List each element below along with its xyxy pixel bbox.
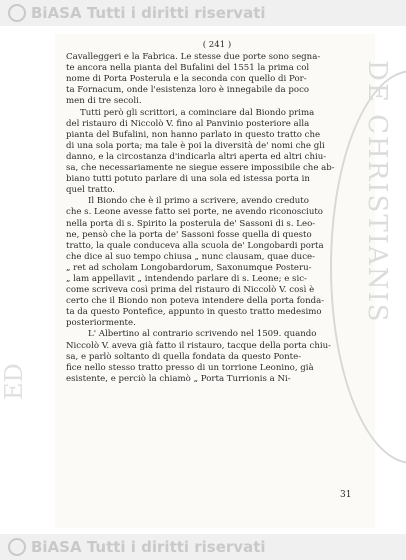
- text-line: Tutti però gli scrittori, a cominciare dal Biondo prima: [80, 107, 315, 118]
- text-line: Il Biondo che è il primo a scrivere, avendo creduto: [88, 196, 309, 207]
- text-line: di una sola porta; ma tale è poi la diversità de' nomi che gli: [66, 140, 325, 151]
- text-line: fice nello stesso tratto presso di un torrione Leonino, già: [66, 362, 314, 373]
- text-line: posteriormente.: [66, 318, 136, 329]
- seal-text-right: DE CHRISTIANIS: [362, 60, 392, 324]
- text-line: L' Albertino al contrario scrivendo nel 1509. quando: [88, 329, 317, 340]
- text-line: sa, e parlò soltanto di quella fondata da questo Ponte-: [66, 351, 302, 362]
- text-line: Niccolò V. aveva già fatto il ristauro, tacque della porta chiu-: [66, 340, 332, 351]
- document-body: [66, 40, 368, 385]
- copyright-icon: [8, 4, 26, 22]
- text-line: del ristauro di Niccolò V. fino al Panvinio posteriore alla: [66, 118, 310, 129]
- watermark-text: BiASA Tutti i diritti riservati: [31, 538, 266, 556]
- text-line: Cavalleggeri e la Fabrica. Le stesse due porte sono segna-: [66, 52, 321, 63]
- text-line: ta Fornacum, onde l'esistenza loro è innegabile da poco: [66, 85, 310, 96]
- page-number: ( 241 ): [202, 40, 232, 50]
- watermark-banner-bottom: [0, 534, 406, 560]
- text-line: nella porta di s. Spirito la posterula de' Sassoni di s. Leo-: [66, 218, 316, 229]
- text-line: certo che il Biondo non poteva intendere della porta fonda-: [66, 296, 325, 307]
- seal-text-left: ED: [0, 363, 28, 400]
- text-line: sa, che necessariamente ne siegue essere impossibile che ab-: [66, 163, 335, 174]
- text-line: tratto, la quale conduceva alla scuola de' Longobardi porta: [66, 240, 324, 251]
- text-line: „ ret ad scholam Longobardorum, Saxonumque Posteru-: [66, 262, 312, 273]
- text-line: ta da questo Pontefice, appunto in questo tratto medesimo: [66, 307, 322, 318]
- text-line: esistente, e perciò la chiamò „ Porta Turrionis a Ni-: [66, 373, 291, 384]
- text-line: biano tutti potuto parlare di una sola ed istessa porta in: [66, 174, 310, 185]
- text-line: te ancora nella pianta del Bufalini del 1551 la prima col: [66, 63, 310, 74]
- watermark-banner-top: [0, 0, 406, 26]
- text-line: che s. Leone avesse fatto sei porte, ne avendo riconosciuto: [66, 207, 323, 218]
- text-line: che dice al suo tempo chiusa „ nunc clausam, quae duce-: [66, 251, 316, 262]
- text-line: ne, pensò che la porta de' Sassoni fosse quella di questo: [66, 229, 312, 240]
- text-line: men di tre secoli.: [66, 96, 142, 107]
- watermark-text: BiASA Tutti i diritti riservati: [31, 4, 266, 22]
- text-line: danno, e la circostanza d'indicarla altri aperta ed altri chiu-: [66, 151, 327, 162]
- copyright-icon: [8, 538, 26, 556]
- text-line: quel tratto.: [66, 185, 115, 196]
- folio-number: 31: [340, 490, 352, 500]
- text-line: nome di Porta Posterula e la seconda con quello di Por-: [66, 74, 307, 85]
- text-line: pianta del Bufalini, non hanno parlato in questo tratto che: [66, 129, 321, 140]
- text-line: come scriveva così prima del ristauro di Niccolò V. così è: [66, 285, 315, 296]
- text-line: „ lam appellavit „ intendendo parlare di s. Leone; e sic-: [66, 273, 307, 284]
